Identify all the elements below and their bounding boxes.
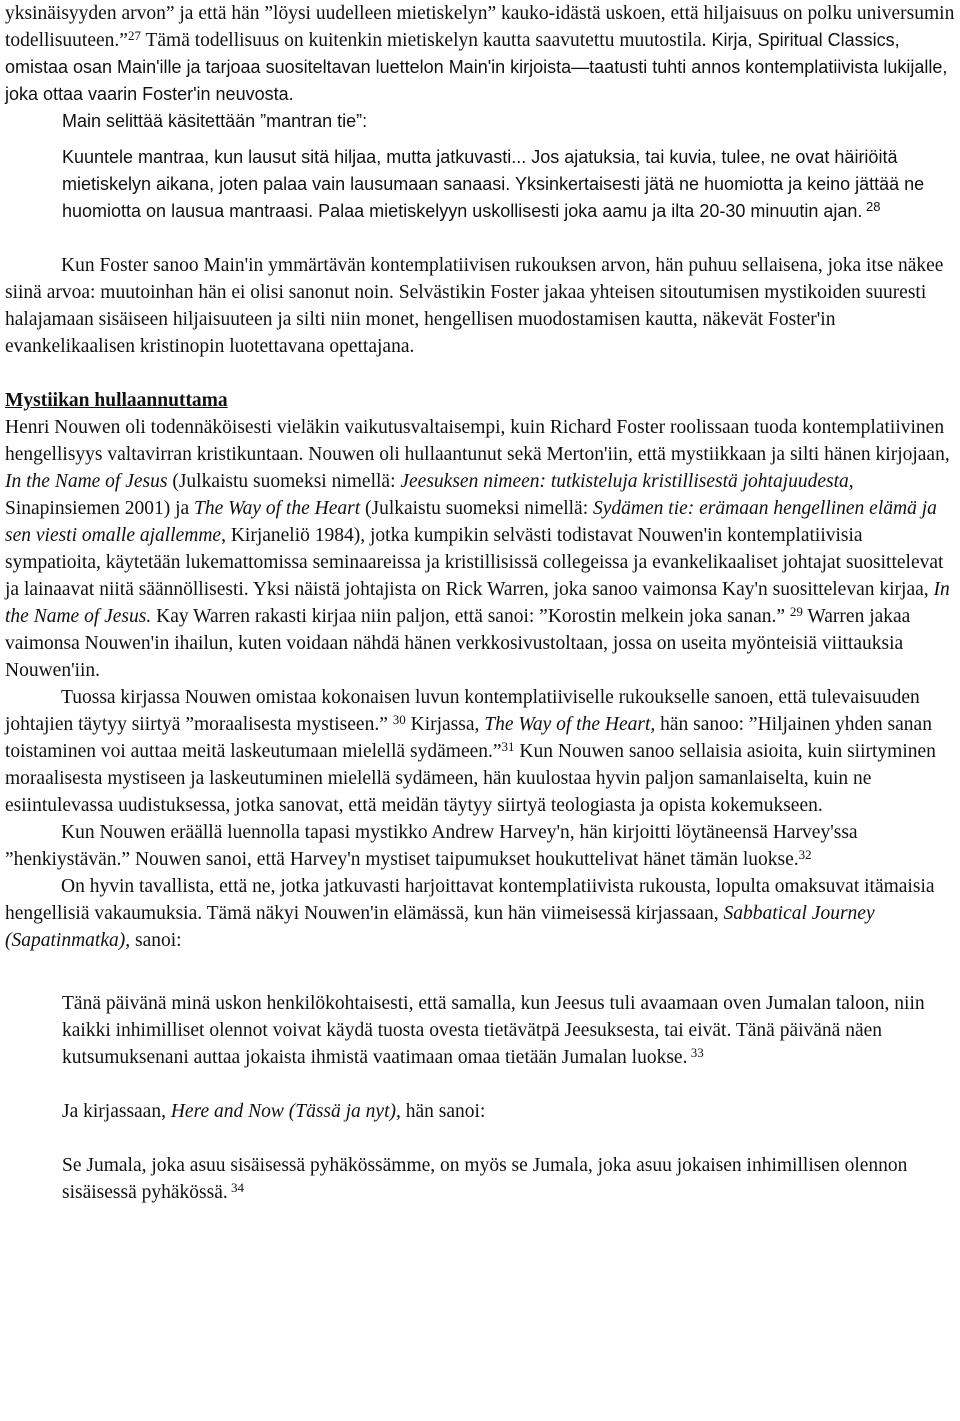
book-title-in-the-name-of-jesus-2: In the Name of Jesus. (5, 579, 950, 627)
book-title-in-the-name-of-jesus: In the Name of Jesus (5, 471, 168, 492)
paragraph-3-text-b: Selvästikin Foster jakaa yhteisen sitoutumisen mystikoiden suuresti halajamaan sisäiseen hiljaisuuteen ja silti niin monet, hengellisen muodostamisen kautta, näkevät Foster'in evankelikaalisen kristinopin luotettavana opettajana. (5, 282, 927, 357)
book-title-the-way-of-the-heart: The Way of the Heart (194, 498, 361, 519)
footnote-27: 27 (127, 28, 141, 43)
paragraph-4-text-b: (Julkaistu suomeksi nimellä: (167, 471, 401, 492)
footnote-32: 32 (798, 847, 812, 862)
footnote-33: 33 (687, 1045, 704, 1060)
paragraph-1 (5, 0, 955, 108)
book-title-the-way-of-the-heart-2: The Way of the Heart, (484, 714, 656, 735)
document-page (5, 0, 955, 1206)
footnote-29: 29 (789, 604, 803, 619)
footnote-34: 34 (227, 1180, 244, 1195)
paragraph-4-text-g: Warren jakaa vaimonsa Nouwen'in ihailun, kuten voidaan nähdä hänen verkkosivustoltaan, jossa on useita myönteisiä viittauksia Nouwen'iin. (5, 606, 911, 681)
paragraph-2 (62, 108, 955, 135)
paragraph-5-text: Tuossa kirjassa Nouwen omistaa kokonaisen luvun kontemplatiiviselle rukoukselle sanoen, että tulevaisuuden johtajien täytyy siirtyä ”moraalisesta mystiseen.” (5, 687, 920, 735)
paragraph-7 (5, 873, 955, 954)
blockquote-1 (62, 144, 947, 225)
book-title-sabbatical-journey: Sabbatical Journey (Sapatinmatka), (5, 903, 875, 951)
paragraph-5-text-d: Kun Nouwen sanoo sellaisia asioita, kuin siirtyminen moraalisesta mystiseen ja laskeutuminen mielellä sydämeen, hän kuulostaa hyvin paljon samanlaiselta, kuin ne esiintulevassa uudistuksessa, jotka sanovat, että meidän täytyy siirtyä teologiasta ja opista kokemukseen. (5, 741, 936, 816)
blockquote-4-text: Se Jumala, joka asuu sisäisessä pyhäkössämme, on myös se Jumala, joka asuu jokaisen inhimillisen olennon sisäisessä pyhäkössä. (62, 1155, 908, 1203)
paragraph-5 (5, 684, 955, 819)
footnote-30: 30 (392, 712, 406, 727)
paragraph-4-text-f: Kay Warren rakasti kirjaa niin paljon, että sanoi: ”Korostin melkein joka sanan.” (151, 606, 790, 627)
footnote-31: 31 (501, 739, 515, 754)
blockquote-3 (62, 1098, 947, 1125)
paragraph-6 (5, 819, 955, 873)
paragraph-4-text: Henri Nouwen oli todennäköisesti vieläkin vaikutusvaltaisempi, kuin Richard Foster roolissaan tuoda kontemplatiivinen hengellisyys valtavirran kristikuntaan. Nouwen oli hullaantunut sekä Merton'iin, että mystiikkaan ja silti hänen kirjojaan, (5, 417, 950, 465)
blockquote-3-text: Ja kirjassaan, (62, 1101, 171, 1122)
paragraph-4-text-e: , Kirjaneliö 1984), jotka kumpikin selvästi todistavat Nouwen'in kontemplatiivisia sympatioita, käytetään lukemattomissa seminaareissa ja kristillisissä collegeissa ja evankelikaaliset johtajat suosittelevat ja lainaavat niitä säännöllisesti. Yksi näistä johtajista on Rick Warren, joka sanoo vaimonsa Kay'n suosittelevan kirjaa, (5, 525, 944, 600)
paragraph-1-text-b: Tämä todellisuus on kuitenkin mietiskelyn kautta saavutettu muutostila. (140, 30, 707, 51)
paragraph-2-text: Main selittää käsitettään ”mantran tie”: (62, 111, 368, 131)
footnote-28: 28 (862, 199, 881, 214)
paragraph-3-text: Kun Foster sanoo Main'in ymmärtävän kontemplatiivisen rukouksen arvon, hän puhuu sellaisena, joka itse näkee siinä arvoa: muutoinhan hän ei olisi sanonut noin. (5, 255, 944, 303)
paragraph-3 (5, 252, 955, 360)
paragraph-5-text-c: hän sanoo: ”Hiljainen yhden sanan toistaminen voi auttaa meitä laskeutumaan mielellä sydämeen.” (5, 714, 932, 762)
paragraph-4-text-c: , Sinapinsiemen 2001) ja (5, 471, 854, 519)
paragraph-7-text-b: sanoi: (130, 930, 182, 951)
paragraph-4 (5, 414, 955, 684)
section-heading: Mystiikan hullaannuttama (5, 390, 228, 411)
book-title-here-and-now: Here and Now (Tässä ja nyt), (170, 1101, 401, 1122)
book-title-sydamen-tie: Sydämen tie: erämaan hengellinen elämä ja sen viesti omalle ajallemme (5, 498, 937, 546)
paragraph-6-text: Kun Nouwen eräällä luennolla tapasi mystikko Andrew Harvey'n, hän kirjoitti löytäneensä Harvey'ssa ”henkiystävän.” Nouwen sanoi, että Harvey'n mystiset taipumukset houkuttelivat hänet tämän luokse. (5, 822, 858, 870)
paragraph-4-text-d: (Julkaistu suomeksi nimellä: (360, 498, 594, 519)
blockquote-4 (62, 1152, 947, 1206)
paragraph-1-text-c: Kirja, Spiritual Classics, omistaa osan Main'ille ja tarjoaa suositeltavan luettelon Main'in kirjoista—taatusti tuhti annos kontemplatiivista lukijalle, joka ottaa vaarin Foster'in neuvosta. (5, 30, 948, 104)
book-title-jeesuksen-nimeen: Jeesuksen nimeen: tutkisteluja kristillisestä johtajuudesta (400, 471, 849, 492)
blockquote-2 (62, 990, 947, 1071)
blockquote-2-text: Tänä päivänä minä uskon henkilökohtaisesti, että samalla, kun Jeesus tuli avaamaan oven Jumalan taloon, niin kaikki inhimilliset olennot voivat käydä tuosta ovesta tietävätpä Jeesuksesta, tai eivät. Tänä päivänä näen kutsumuksenani auttaa jokaista ihmistä vaatimaan omaa tietään Jumalan luokse. (62, 993, 925, 1068)
paragraph-5-text-b: Kirjassa, (405, 714, 485, 735)
paragraph-1-text: yksinäisyyden arvon” ja että hän ”löysi uudelleen mietiskelyn” kauko-idästä uskoen, että hiljaisuus on polku universumin todellisuuteen.” (5, 3, 955, 51)
blockquote-3-text-b: hän sanoi: (400, 1101, 486, 1122)
blockquote-1-text: Kuuntele mantraa, kun lausut sitä hiljaa, mutta jatkuvasti... Jos ajatuksia, tai kuvia, tulee, ne ovat häiriöitä mietiskelyn aikana, joten palaa vain lausumaan sanaasi. Yksinkertaisesti jätä ne huomiotta ja keino jättää ne huomiotta on lausua mantraasi. Palaa mietiskelyyn uskollisesti joka aamu ja ilta 20-30 minuutin ajan. (62, 147, 925, 221)
paragraph-7-text: On hyvin tavallista, että ne, jotka jatkuvasti harjoittavat kontemplatiivista rukousta, lopulta omaksuvat itämaisia hengellisiä vakaumuksia. Tämä näkyi Nouwen'in elämässä, kun hän viimeisessä kirjassaan, (5, 876, 935, 924)
